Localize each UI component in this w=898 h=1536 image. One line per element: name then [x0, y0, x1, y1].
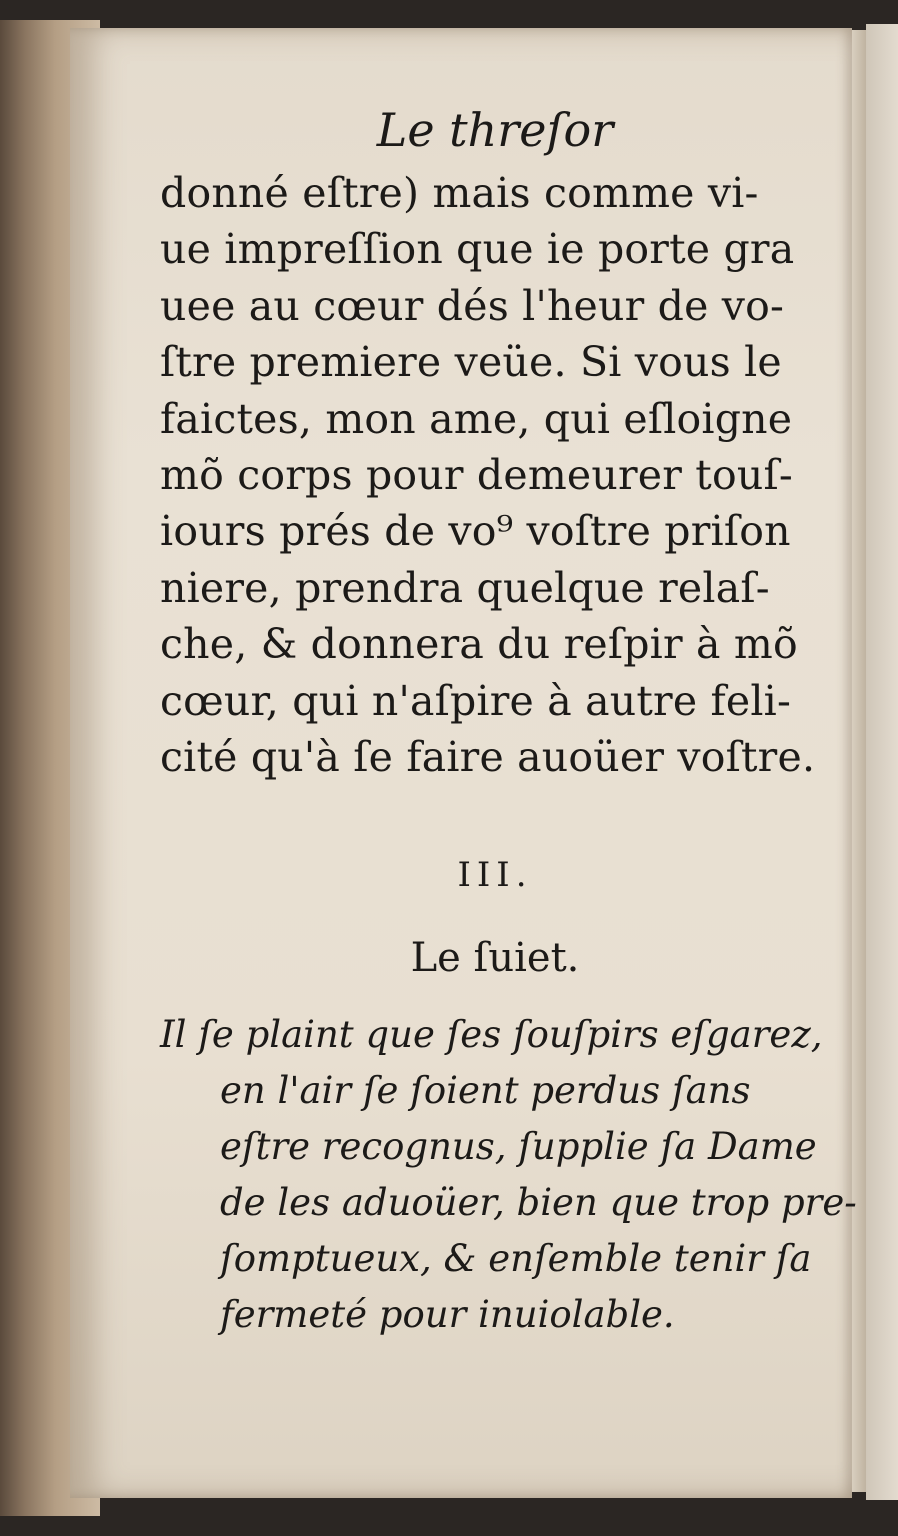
body-line: faictes, mon ame, qui eſloigne: [160, 394, 793, 443]
body-paragraph: [160, 165, 816, 785]
body-line: cité qu'à ſe faire auoüer voſtre.: [160, 733, 816, 782]
page-text: [160, 95, 857, 1343]
body-line: mõ corps pour demeurer touſ-: [160, 451, 793, 500]
body-line: ue impreſſion que ie porte gra: [160, 225, 795, 274]
body-line: ſtre premiere veüe. Si vous le: [160, 338, 782, 387]
body-line: uee au cœur dés l'heur de vo-: [160, 281, 785, 330]
body-line: iours prés de vo⁹ voſtre priſon: [160, 507, 791, 556]
page-fore-edge: [852, 30, 866, 1492]
body-line: niere, prendra quelque relaſ-: [160, 563, 770, 612]
argument-line: Il ſe plaint que ſes ſouſpirs eſgarez,: [160, 1013, 823, 1057]
argument-line: ſomptueux, & enſemble tenir ſa: [220, 1237, 812, 1281]
running-head: Le threſor: [376, 103, 614, 157]
argument-line: en l'air ſe ſoient perdus ſans: [220, 1069, 751, 1113]
facing-page-edge: [866, 24, 898, 1500]
body-line: donné eſtre) mais comme vi-: [160, 169, 759, 217]
argument-line: de les aduoüer, bien que trop pre-: [220, 1181, 857, 1225]
subject-heading: Le ſuiet.: [410, 935, 580, 982]
argument-line: eſtre recognus, ſupplie ſa Dame: [220, 1125, 817, 1169]
argument-paragraph: [160, 1007, 857, 1343]
section-number: III.: [457, 855, 533, 896]
argument-line: fermeté pour inuiolable.: [220, 1293, 675, 1337]
body-line: che, & donnera du reſpir à mõ: [160, 620, 798, 669]
body-line: cœur, qui n'aſpire à autre feli-: [160, 676, 792, 725]
